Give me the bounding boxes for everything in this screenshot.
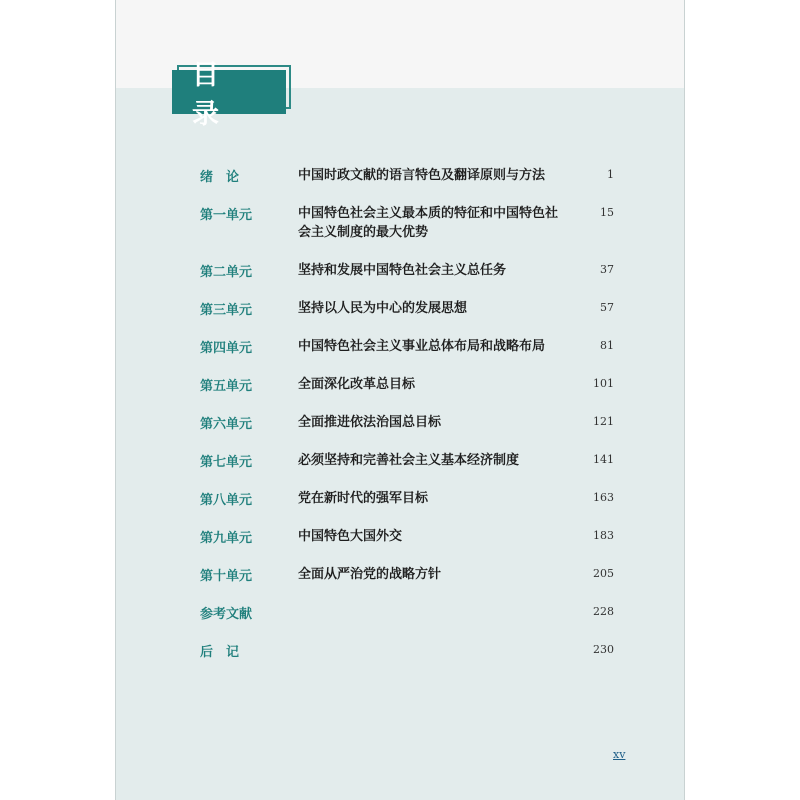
toc-page-number: 37 [600, 263, 614, 276]
toc-page-number: 230 [593, 643, 614, 656]
toc-unit-label: 第六单元 [200, 417, 253, 432]
toc-row-unit-10[interactable] [116, 565, 684, 601]
toc-page-number: 205 [593, 567, 614, 580]
toc-unit-label: 第二单元 [200, 265, 253, 280]
toc-unit-label: 后 记 [200, 645, 240, 660]
toc-page-number: 1 [607, 168, 614, 181]
toc-row-unit-2[interactable] [116, 261, 684, 297]
toc-entry-title: 必须坚持和完善社会主义基本经济制度 [298, 453, 520, 468]
toc-entry-title: 中国特色大国外交 [298, 529, 403, 544]
toc-row-unit-5[interactable] [116, 375, 684, 411]
toc-unit-label: 第四单元 [200, 341, 253, 356]
toc-unit-label: 第十单元 [200, 569, 253, 584]
toc-entry-title: 党在新时代的强军目标 [298, 491, 429, 506]
toc-entry-title: 全面从严治党的战略方针 [298, 567, 442, 582]
toc-entry-title: 中国时政文献的语言特色及翻译原则与方法 [298, 168, 546, 183]
toc-entry-title: 坚持和发展中国特色社会主义总任务 [298, 263, 507, 278]
toc-entry-title: 中国特色社会主义最本质的特征和中国特色社会主义制度的最大优势 [298, 206, 559, 240]
toc-unit-label: 第九单元 [200, 531, 253, 546]
toc-page-number: 57 [600, 301, 614, 314]
toc-row-afterword[interactable] [116, 641, 684, 677]
toc-unit-label: 第三单元 [200, 303, 253, 318]
toc-row-unit-4[interactable] [116, 337, 684, 373]
toc-row-unit-3[interactable] [116, 299, 684, 335]
toc-entry-title: 全面深化改革总目标 [298, 377, 416, 392]
toc-row-unit-7[interactable] [116, 451, 684, 487]
toc-unit-label: 绪 论 [200, 170, 240, 185]
toc-entry-title: 坚持以人民为中心的发展思想 [298, 301, 468, 316]
toc-page-number: 183 [593, 529, 614, 542]
toc-page-number: 163 [593, 491, 614, 504]
toc-row-references[interactable] [116, 603, 684, 639]
toc-row-intro[interactable] [116, 166, 684, 202]
toc-page-number: 101 [593, 377, 614, 390]
toc-unit-label: 第八单元 [200, 493, 253, 508]
toc-row-unit-9[interactable] [116, 527, 684, 563]
toc-unit-label: 第一单元 [200, 208, 253, 223]
toc-unit-label: 第七单元 [200, 455, 253, 470]
toc-entry-title: 中国特色社会主义事业总体布局和战略布局 [298, 339, 546, 354]
book-page [115, 0, 685, 800]
toc-unit-label: 第五单元 [200, 379, 253, 394]
toc-row-unit-1[interactable] [116, 204, 684, 240]
toc-unit-label: 参考文献 [200, 607, 253, 622]
toc-row-unit-6[interactable] [116, 413, 684, 449]
toc-entry-title: 全面推进依法治国总目标 [298, 415, 442, 430]
toc-page-number: 121 [593, 415, 614, 428]
toc-page-number: 81 [600, 339, 614, 352]
toc-page-number: 141 [593, 453, 614, 466]
toc-row-unit-8[interactable] [116, 489, 684, 525]
page-folio: xv [613, 748, 626, 761]
toc-page-number: 228 [593, 605, 614, 618]
toc-page-number: 15 [600, 206, 614, 219]
page-title: 目 录 [172, 70, 286, 114]
